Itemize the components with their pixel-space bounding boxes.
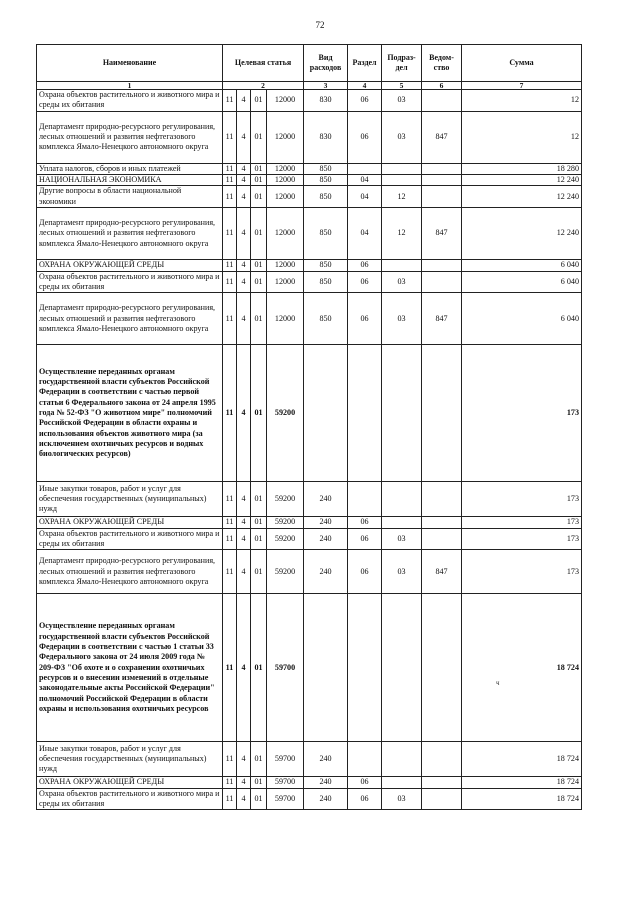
column-number: 4 [348,82,382,90]
cell-c: 01 [251,777,267,788]
cell-podrazdel [382,260,422,271]
cell-vid: 240 [304,517,348,528]
cell-vedomstvo [422,777,462,788]
cell-razdel: 06 [348,271,382,293]
cell-razdel: 06 [348,528,382,550]
cell-d: 12000 [267,260,304,271]
cell-a: 11 [223,482,237,517]
cell-a: 11 [223,163,237,174]
header-department: Ведом-ство [422,45,462,82]
cell-summa: 173 [462,482,582,517]
cell-c: 01 [251,293,267,345]
cell-razdel [348,742,382,777]
cell-vedomstvo [422,186,462,208]
cell-b: 4 [237,208,251,260]
cell-name: Департамент природно-ресурсного регулирования, лесных отношений и развития нефтегазового комплекса Ямало-Ненецкого автономного округа [37,208,223,260]
cell-summa: 18 724 [462,594,582,742]
cell-vedomstvo [422,528,462,550]
cell-podrazdel [382,345,422,482]
cell-razdel [348,594,382,742]
cell-vid: 830 [304,111,348,163]
cell-summa: 173 [462,345,582,482]
cell-b: 4 [237,90,251,112]
cell-vedomstvo [422,90,462,112]
cell-b: 4 [237,517,251,528]
cell-a: 11 [223,788,237,810]
cell-razdel: 06 [348,90,382,112]
cell-b: 4 [237,186,251,208]
table-row [37,111,582,163]
cell-name: Уплата налогов, сборов и иных платежей [37,163,223,174]
cell-vid: 240 [304,777,348,788]
cell-podrazdel [382,777,422,788]
cell-summa: 18 724 [462,777,582,788]
cell-razdel: 04 [348,186,382,208]
table-row [37,260,582,271]
cell-vedomstvo [422,271,462,293]
cell-c: 01 [251,90,267,112]
cell-vid: 240 [304,788,348,810]
cell-d: 59200 [267,517,304,528]
cell-vedomstvo: 847 [422,293,462,345]
cell-name: Охрана объектов растительного и животного мира и среды их обитания [37,788,223,810]
cell-d: 12000 [267,90,304,112]
cell-a: 11 [223,293,237,345]
cell-vedomstvo [422,788,462,810]
cell-podrazdel [382,175,422,186]
cell-c: 01 [251,163,267,174]
cell-a: 11 [223,260,237,271]
cell-vedomstvo [422,175,462,186]
header-amount: Сумма [462,45,582,82]
cell-d: 12000 [267,186,304,208]
cell-podrazdel: 12 [382,186,422,208]
cell-a: 11 [223,208,237,260]
cell-razdel [348,482,382,517]
cell-name: Осуществление переданных органам государственной власти субъектов Российской Федерации в соответствии с частью первой статьи 6 Федерального закона от 24 апреля 1995 года № 52-ФЗ "О животном мире" полномочий Российской Федерации в области охраны и использования объектов животного мира (за исключением охотничьих ресурсов и водных биологических ресурсов) [37,345,223,482]
cell-vid: 240 [304,482,348,517]
cell-summa: 6 040 [462,293,582,345]
cell-razdel: 04 [348,208,382,260]
cell-razdel: 04 [348,175,382,186]
cell-razdel [348,163,382,174]
cell-a: 11 [223,742,237,777]
cell-c: 01 [251,345,267,482]
cell-razdel: 06 [348,517,382,528]
cell-d: 59200 [267,345,304,482]
cell-podrazdel [382,594,422,742]
cell-razdel: 06 [348,111,382,163]
cell-vedomstvo [422,742,462,777]
cell-c: 01 [251,260,267,271]
cell-b: 4 [237,788,251,810]
cell-name: Департамент природно-ресурсного регулирования, лесных отношений и развития нефтегазового комплекса Ямало-Ненецкого автономного округа [37,550,223,594]
page-number: 72 [315,20,325,30]
cell-c: 01 [251,208,267,260]
cell-a: 11 [223,345,237,482]
cell-d: 12000 [267,271,304,293]
table-row [37,528,582,550]
cell-vid: 850 [304,293,348,345]
cell-vid: 850 [304,208,348,260]
cell-d: 59700 [267,777,304,788]
cell-name: ОХРАНА ОКРУЖАЮЩЕЙ СРЕДЫ [37,260,223,271]
cell-b: 4 [237,742,251,777]
cell-name: Департамент природно-ресурсного регулирования, лесных отношений и развития нефтегазового комплекса Ямало-Ненецкого автономного округа [37,293,223,345]
cell-summa: 18 724 [462,788,582,810]
cell-b: 4 [237,594,251,742]
cell-b: 4 [237,345,251,482]
cell-name: Осуществление переданных органам государственной власти субъектов Российской Федерации в соответствии с частью 1 статьи 33 Федерального закона от 24 июля 2009 года № 209-ФЗ "Об охоте и о сохранении охотничьих ресурсов и о внесении изменений в отдельные законодательные акты Российской Федерации" полномочий Российской Федерации в области охраны и использования охотничьих ресурсов [37,594,223,742]
cell-podrazdel [382,163,422,174]
cell-summa: 12 240 [462,175,582,186]
header-subsection: Подраз-дел [382,45,422,82]
cell-c: 01 [251,788,267,810]
cell-summa: 12 240 [462,208,582,260]
cell-c: 01 [251,742,267,777]
cell-b: 4 [237,175,251,186]
table-row [37,550,582,594]
cell-a: 11 [223,111,237,163]
cell-a: 11 [223,517,237,528]
cell-vid: 850 [304,271,348,293]
cell-podrazdel: 03 [382,271,422,293]
header-expense-type: Вид расходов [304,45,348,82]
cell-c: 01 [251,550,267,594]
cell-podrazdel: 03 [382,111,422,163]
cell-vid: 850 [304,186,348,208]
cell-a: 11 [223,186,237,208]
cell-podrazdel [382,742,422,777]
cell-razdel: 06 [348,777,382,788]
cell-d: 12000 [267,111,304,163]
column-number: 5 [382,82,422,90]
cell-podrazdel: 03 [382,90,422,112]
cell-summa: 12 [462,111,582,163]
cell-vid: 850 [304,163,348,174]
cell-summa: 18 724 [462,742,582,777]
table-row [37,517,582,528]
cell-name: Охрана объектов растительного и животного мира и среды их обитания [37,90,223,112]
cell-summa: 6 040 [462,271,582,293]
cell-vedomstvo: 847 [422,550,462,594]
cell-b: 4 [237,111,251,163]
cell-a: 11 [223,550,237,594]
table-header [37,45,582,90]
table-row [37,271,582,293]
cell-c: 01 [251,271,267,293]
table-row [37,163,582,174]
cell-name: Охрана объектов растительного и животного мира и среды их обитания [37,271,223,293]
cell-d: 12000 [267,293,304,345]
cell-vid: 240 [304,550,348,594]
cell-vedomstvo [422,260,462,271]
cell-d: 12000 [267,163,304,174]
cell-razdel: 06 [348,550,382,594]
cell-a: 11 [223,90,237,112]
cell-podrazdel: 03 [382,528,422,550]
cell-b: 4 [237,528,251,550]
cell-vedomstvo: 847 [422,208,462,260]
table-row [37,345,582,482]
cell-podrazdel: 12 [382,208,422,260]
cell-summa: 12 [462,90,582,112]
column-number: 3 [304,82,348,90]
cell-b: 4 [237,777,251,788]
table-row [37,175,582,186]
column-number: 2 [223,82,304,90]
cell-c: 01 [251,186,267,208]
cell-d: 59700 [267,788,304,810]
cell-a: 11 [223,271,237,293]
cell-podrazdel: 03 [382,788,422,810]
cell-razdel [348,345,382,482]
cell-c: 01 [251,594,267,742]
cell-vid [304,345,348,482]
cell-name: Другие вопросы в области национальной экономики [37,186,223,208]
cell-vedomstvo [422,345,462,482]
cell-c: 01 [251,517,267,528]
cell-vid: 240 [304,742,348,777]
cell-c: 01 [251,111,267,163]
cell-podrazdel: 03 [382,293,422,345]
cell-vedomstvo [422,163,462,174]
table-row [37,788,582,810]
stray-mark: ч [496,679,500,687]
cell-name: ОХРАНА ОКРУЖАЮЩЕЙ СРЕДЫ [37,777,223,788]
column-number: 6 [422,82,462,90]
cell-summa: 173 [462,528,582,550]
cell-b: 4 [237,260,251,271]
cell-name: НАЦИОНАЛЬНАЯ ЭКОНОМИКА [37,175,223,186]
column-number: 1 [37,82,223,90]
cell-a: 11 [223,175,237,186]
cell-b: 4 [237,293,251,345]
cell-podrazdel [382,517,422,528]
cell-name: Иные закупки товаров, работ и услуг для обеспечения государственных (муниципальных) нужд [37,742,223,777]
header-section: Раздел [348,45,382,82]
cell-summa: 6 040 [462,260,582,271]
cell-a: 11 [223,777,237,788]
cell-vedomstvo [422,594,462,742]
cell-name: ОХРАНА ОКРУЖАЮЩЕЙ СРЕДЫ [37,517,223,528]
cell-a: 11 [223,528,237,550]
cell-name: Департамент природно-ресурсного регулирования, лесных отношений и развития нефтегазового комплекса Ямало-Ненецкого автономного округа [37,111,223,163]
table-row [37,293,582,345]
cell-vid [304,594,348,742]
table-row [37,777,582,788]
cell-vid: 240 [304,528,348,550]
cell-a: 11 [223,594,237,742]
cell-c: 01 [251,482,267,517]
cell-b: 4 [237,271,251,293]
table-body [37,90,582,810]
cell-vedomstvo [422,482,462,517]
cell-b: 4 [237,550,251,594]
cell-b: 4 [237,163,251,174]
cell-summa: 12 240 [462,186,582,208]
cell-podrazdel: 03 [382,550,422,594]
cell-b: 4 [237,482,251,517]
cell-d: 12000 [267,208,304,260]
table-row [37,186,582,208]
table-row [37,482,582,517]
cell-d: 59700 [267,742,304,777]
column-number: 7 [462,82,582,90]
table-row [37,742,582,777]
table-row [37,594,582,742]
cell-d: 59700 [267,594,304,742]
header-name: Наименование [37,45,223,82]
cell-razdel: 06 [348,788,382,810]
table-row [37,90,582,112]
cell-summa: 18 280 [462,163,582,174]
header-article: Целевая статья [223,45,304,82]
cell-d: 59200 [267,528,304,550]
cell-name: Охрана объектов растительного и животного мира и среды их обитания [37,528,223,550]
cell-name: Иные закупки товаров, работ и услуг для обеспечения государственных (муниципальных) нужд [37,482,223,517]
cell-razdel: 06 [348,293,382,345]
cell-d: 12000 [267,175,304,186]
cell-c: 01 [251,528,267,550]
cell-summa: 173 [462,550,582,594]
cell-vedomstvo [422,517,462,528]
cell-vid: 850 [304,175,348,186]
cell-razdel: 06 [348,260,382,271]
cell-d: 59200 [267,482,304,517]
cell-vedomstvo: 847 [422,111,462,163]
budget-table [36,44,582,810]
cell-podrazdel [382,482,422,517]
cell-summa: 173 [462,517,582,528]
cell-vid: 830 [304,90,348,112]
cell-c: 01 [251,175,267,186]
cell-vid: 850 [304,260,348,271]
cell-d: 59200 [267,550,304,594]
table-row [37,208,582,260]
